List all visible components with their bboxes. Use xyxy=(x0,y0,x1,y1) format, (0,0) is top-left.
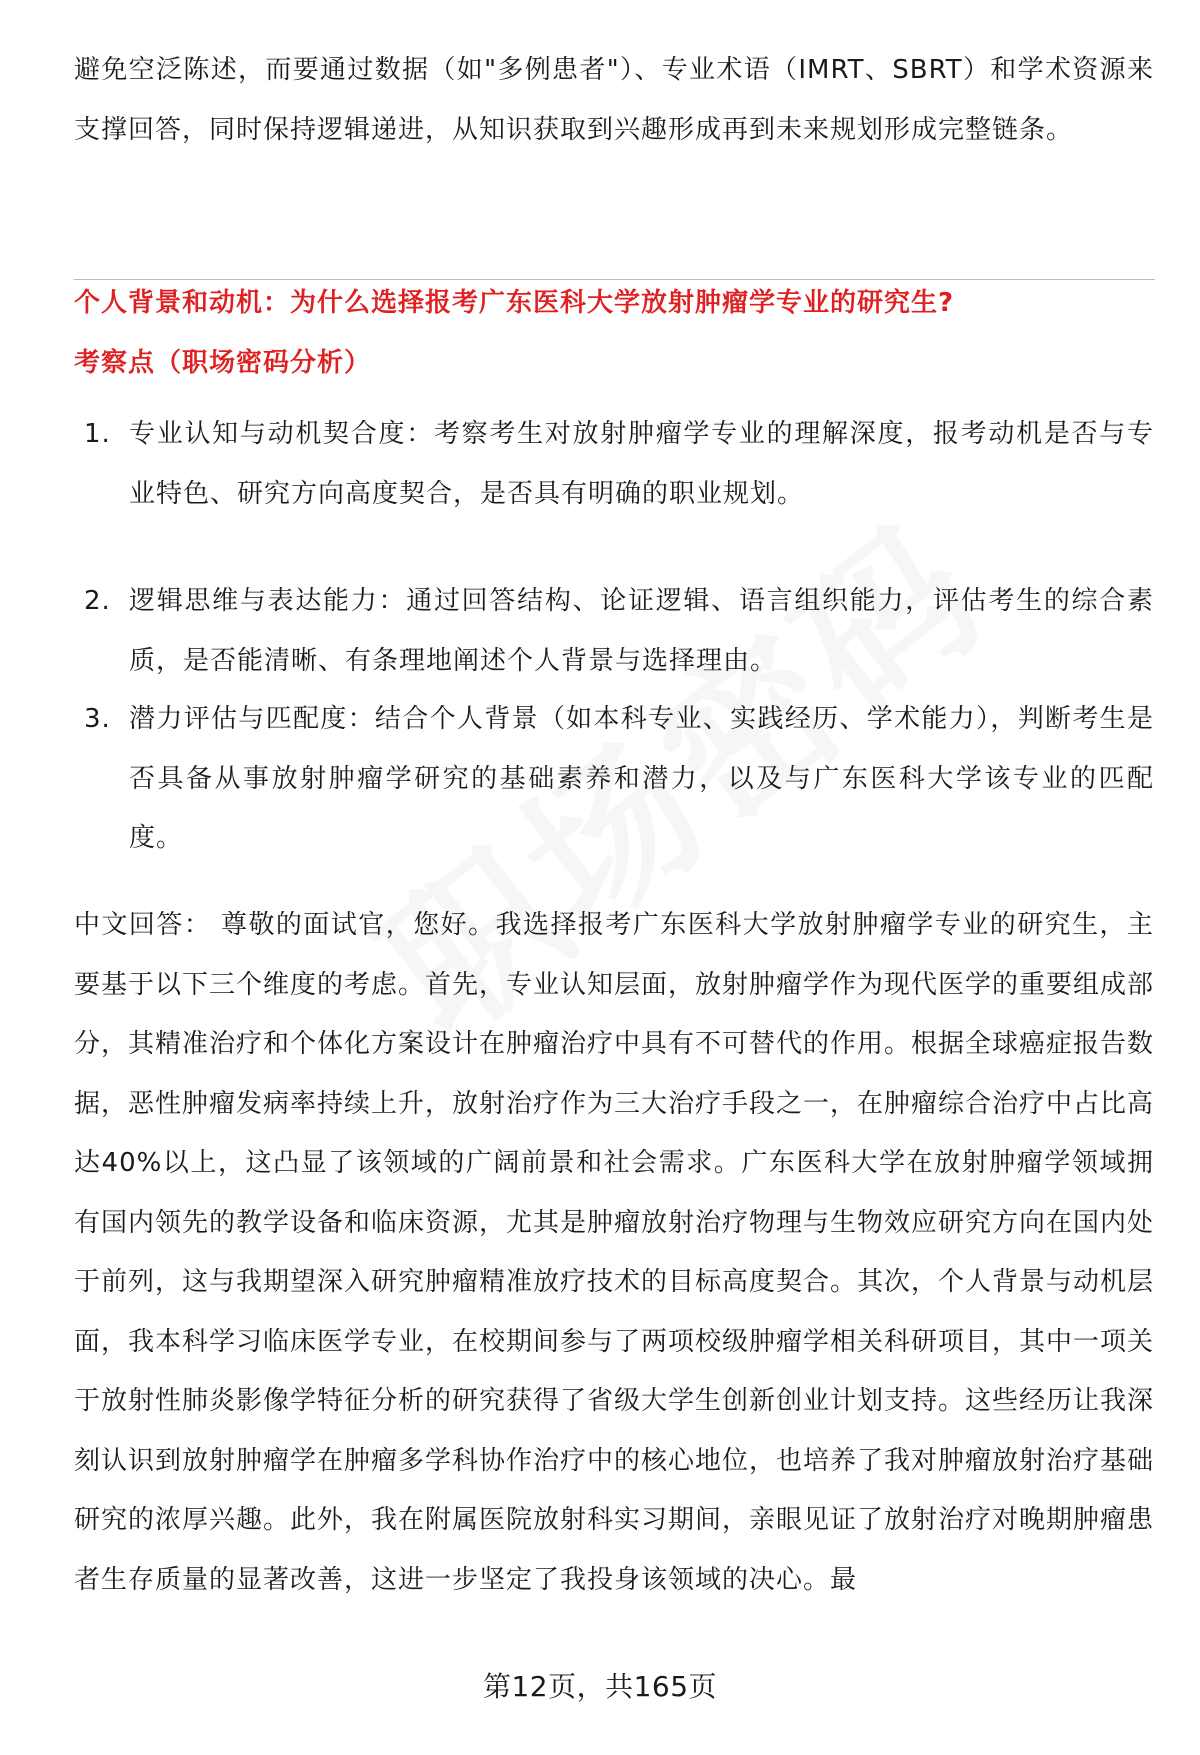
list-number: 2. xyxy=(84,586,111,616)
list-text: 潜力评估与匹配度：结合个人背景（如本科专业、实践经历、学术能力），判断考生是否具备从事放射肿瘤学研究的基础素养和潜力，以及与广东医科大学该专业的匹配度。 xyxy=(129,704,1154,853)
section-divider xyxy=(74,279,1155,280)
answer-paragraph: 中文回答： 尊敬的面试官，您好。我选择报考广东医科大学放射肿瘤学专业的研究生，主要基于以下三个维度的考虑。首先，专业认知层面，放射肿瘤学作为现代医学的重要组成部分，其精准治疗和个体化方案设计在肿瘤治疗中具有不可替代的作用。根据全球癌症报告数据，恶性肿瘤发病率持续上升，放射治疗作为三大治疗手段之一，在肿瘤综合治疗中占比高达40%以上，这凸显了该领域的广阔前景和社会需求。广东医科大学在放射肿瘤学领域拥有国内领先的教学设备和临床资源，尤其是肿瘤放射治疗物理与生物效应研究方向在国内处于前列，这与我期望深入研究肿瘤精准放疗技术的目标高度契合。其次，个人背景与动机层面，我本科学习临床医学专业，在校期间参与了两项校级肿瘤学相关科研项目，其中一项关于放射性肺炎影像学特征分析的研究获得了省级大学生创新创业计划支持。这些经历让我深刻认识到放射肿瘤学在肿瘤多学科协作治疗中的核心地位，也培养了我对肿瘤放射治疗基础研究的浓厚兴趣。此外，我在附属医院放射科实习期间，亲眼见证了放射治疗对晚期肿瘤患者生存质量的显著改善，这进一步坚定了我投身该领域的决心。最 xyxy=(74,910,1155,1595)
list-number: 1. xyxy=(84,419,111,449)
list-text: 逻辑思维与表达能力：通过回答结构、论证逻辑、语言组织能力，评估考生的综合素质，是否能清晰、有条理地阐述个人背景与选择理由。 xyxy=(129,586,1154,676)
question-heading: 个人背景和动机：为什么选择报考广东医科大学放射肿瘤学专业的研究生? xyxy=(74,288,955,318)
assessment-heading: 考察点（职场密码分析） xyxy=(74,348,372,378)
intro-paragraph: 避免空泛陈述，而要通过数据（如"多例患者"）、专业术语（IMRT、SBRT）和学术资源来支撑回答，同时保持逻辑递进，从知识获取到兴趣形成再到未来规划形成完整链条。 xyxy=(74,55,1154,145)
page-indicator: 第12页，共165页 xyxy=(482,1670,718,1703)
list-number: 3. xyxy=(84,704,111,734)
list-text: 专业认知与动机契合度：考察考生对放射肿瘤学专业的理解深度，报考动机是否与专业特色、研究方向高度契合，是否具有明确的职业规划。 xyxy=(129,419,1154,509)
